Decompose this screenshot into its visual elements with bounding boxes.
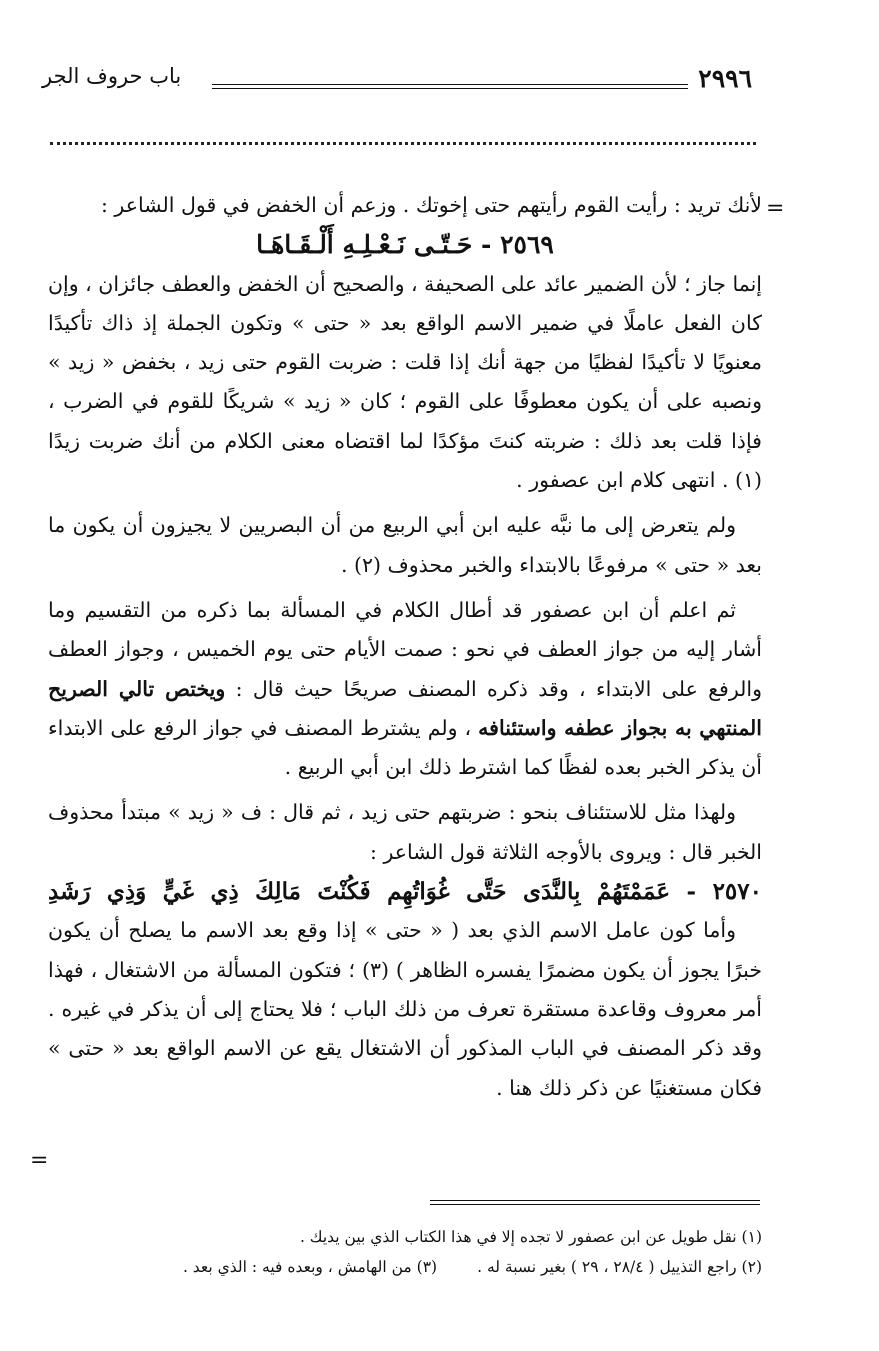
verse-2569: ٢٥٦٩ - حَـتّـى نَـعْـلِـهِ أَلْـقَـاهَـا [256, 230, 554, 260]
paragraph-3-bold-quote: ويختص تالي الصريح المنتهي به بجواز عطفه واستئنافه [48, 676, 762, 740]
dotted-separator [50, 142, 756, 145]
running-header [42, 62, 756, 102]
footnote-3: (٣) من الهامش ، وبعده فيه : الذي بعد . [182, 1258, 438, 1276]
main-text [48, 186, 762, 1108]
paragraph-3 [48, 591, 762, 787]
paragraph-3-part-a: ثم اعلم أن ابن عصفور قد أطال الكلام في المسألة بما ذكره من التقسيم وما أشار إليه من جواز العطف في نحو : صمت الأيام حتى يوم الخميس ، وجواز العطف والرفع على الابتداء ، وقد ذكره المصنف صريحًا حيث قال : [48, 597, 762, 701]
continuation-mark-bottom: = [30, 1148, 49, 1173]
continuation-mark-top: = [766, 196, 785, 221]
paragraph-5: وأما كون عامل الاسم الذي بعد ( « حتى » إذا وقع بعد الاسم ما يصلح أن يكون خبرًا يجوز أن يكون مضمرًا يفسره الظاهر ) (٣) ؛ فتكون المسألة من الاشتغال ، فهذا أمر معروف وقاعدة مستقرة تعرف من ذلك الباب ؛ فلا يحتاج إلى أن يذكر في غيره . وقد ذكر المصنف في الباب المذكور أن الاشتغال يقع عن الاسم الواقع بعد « حتى » فكان مستغنيًا عن ذكر ذلك هنا . [48, 918, 762, 1100]
paragraph-3-part-b: ، ولم يشترط المصنف في جواز الرفع على الابتداء أن يذكر الخبر بعده لفظًا كما اشترط ذلك ابن أبي الربيع . [48, 715, 762, 780]
footnotes [48, 1222, 762, 1282]
header-rule [212, 84, 688, 89]
page-number: ٢٩٩٦ [698, 64, 752, 93]
section-title: باب حروف الجر [42, 64, 182, 88]
footnote-1: (١) نقل طويل عن ابن عصفور لا تجده إلا في هذا الكتاب الذي بين يديك . [299, 1228, 762, 1246]
paragraph-1: إنما جاز ؛ لأن الضمير عائد على الصحيفة ، والصحيح أن الخفض والعطف جائزان ، وإن كان الفعل عاملًا في ضمير الاسم الواقع بعد « حتى » وتكون الجملة إذ ذاك تأكيدًا معنويًا لا تأكيدًا لفظيًا من جهة أنك إذا قلت : ضربت القوم حتى زيد ، بخفض « زيد » ونصبه على أن يكون معطوفًا على القوم ؛ كان « زيد » شريكًا للقوم في الضرب ، فإذا قلت بعد ذلك : ضربته كنتَ مؤكدًا لما اقتضاه معنى الكلام من أنك ضربت زيدًا (١) . انتهى كلام ابن عصفور . [48, 271, 762, 493]
footnote-rule [430, 1200, 760, 1205]
paragraph-4: ولهذا مثل للاستئناف بنحو : ضربتهم حتى زيد ، ثم قال : ف « زيد » مبتدأ محذوف الخبر قال : ويروى بالأوجه الثلاثة قول الشاعر : [48, 800, 762, 864]
verse-2570: ٢٥٧٠ - عَمَمْتَهُمْ بِالنَّدَى حَتَّى غُوَاتُهِم فَكُنْتَ مَالِكَ ذِي غَيٍّ وَذِي رَشَدِ [48, 878, 762, 906]
text-line-intro: لأنك تريد : رأيت القوم رأيتهم حتى إخوتك . وزعم أن الخفض في قول الشاعر : [101, 193, 762, 217]
footnote-2: (٢) راجع التذييل ( ٢٨/٤ ، ٢٩ ) بغير نسبة له . [477, 1258, 762, 1276]
paragraph-2: ولم يتعرض إلى ما نبَّه عليه ابن أبي الربيع من أن البصريين لا يجيزون أن يكون ما بعد « حتى » مرفوعًا بالابتداء والخبر محذوف (٢) . [48, 513, 762, 577]
footnote-2-3 [48, 1252, 762, 1282]
